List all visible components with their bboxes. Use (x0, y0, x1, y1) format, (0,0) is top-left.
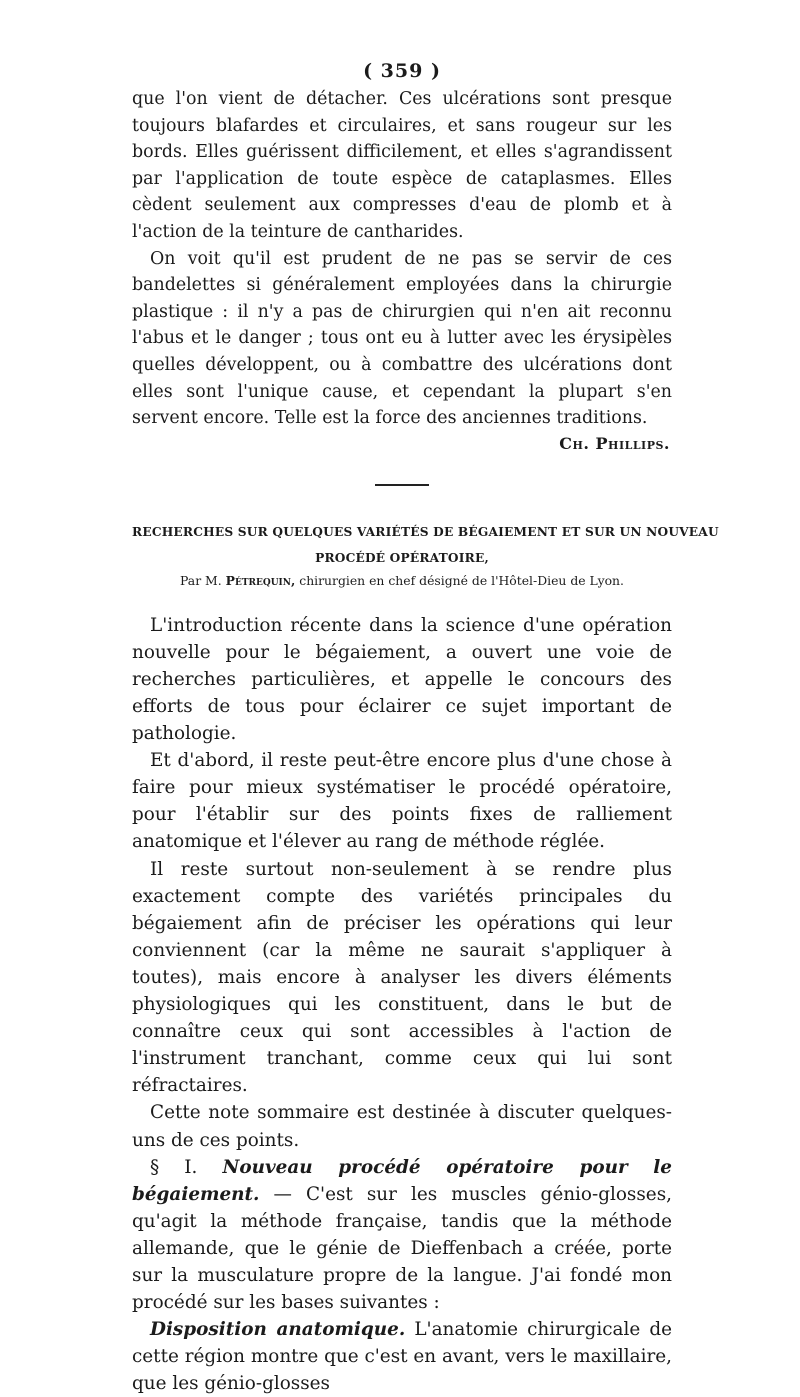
section-divider (375, 484, 429, 486)
page-number: ( 359 ) (363, 60, 441, 82)
subsection-paragraph (132, 1316, 672, 1397)
body-paragraph-4: Cette note sommaire est destinée à discuter quelques-uns de ces points. (132, 1102, 672, 1151)
article-header (132, 519, 719, 588)
section-heading: Nouveau procédé opératoire pour le bégaiement. (132, 1156, 672, 1205)
article-author (132, 573, 672, 588)
article-title-line-1: RECHERCHES SUR QUELQUES VARIÉTÉS DE BÉGAIEMENT ET SUR UN NOUVEAU (132, 524, 719, 539)
subsection-text: L'anatomie chirurgicale de cette région montre que c'est en avant, vers le maxillaire, que les génio-glosses (132, 1319, 672, 1395)
subsection-heading: Disposition anatomique. (150, 1319, 406, 1341)
author-name: Pétrequin, (225, 572, 296, 588)
section-text: — C'est sur les muscles génio-glosses, qu'agit la méthode française, tandis que la méthode allemande, que le génie de Dieffenbach a créée, porte sur la musculature propre de la langue. J'ai fondé mon procédé sur les bases suivantes : (132, 1183, 672, 1314)
book-page (132, 60, 719, 1397)
previous-article (132, 86, 672, 453)
body-paragraph-2: Et d'abord, il reste peut-être encore plus d'une chose à faire pour mieux systématiser le procédé opératoire, pour l'établir sur des points fixes de ralliement anatomique et l'élever au rang de méthode réglée. (132, 750, 672, 853)
section-1-paragraph (132, 1154, 672, 1317)
author-prefix: Par M. (180, 572, 222, 588)
body-paragraph-3: Il reste surtout non-seulement à se rendre plus exactement compte des variétés principales du bégaiement afin de préciser les opérations qui leur conviennent (car la même ne saurait s'appliquer à toutes), mais encore à analyser les divers éléments physiologiques qui les constituent, dans le but de connaître ceux qui sont accessibles à l'action de l'instrument tranchant, comme ceux qui lui sont réfractaires. (132, 858, 672, 1097)
body-paragraph-1: L'introduction récente dans la science d'une opération nouvelle pour le bégaiement, a ouvert une voie de recherches particulières, et appelle le concours des efforts de tous pour éclairer ce sujet important de pathologie. (132, 614, 672, 745)
previous-article-paragraph-2: On voit qu'il est prudent de ne pas se servir de ces bandelettes si généralement employées dans la chirurgie plastique : il n'y a pas de chirurgien qui n'en ait reconnu l'abus et le danger ; tous ont eu à lutter avec les érysipèles quelles développent, ou à combattre des ulcérations dont elles sont l'unique cause, et cependant la plupart s'en servent encore. Telle est la force des anciennes traditions. (132, 248, 672, 429)
article-body (132, 612, 672, 1397)
article-title-line-2: PROCÉDÉ OPÉRATOIRE, (315, 550, 489, 565)
previous-article-paragraph-1: que l'on vient de détacher. Ces ulcérations sont presque toujours blafardes et circulaires, et sans rougeur sur les bords. Elles guérissent difficilement, et elles s'agrandissent par l'application de toute espèce de cataplasmes. Elles cèdent seulement aux compresses d'eau de plomb et à l'action de la teinture de cantharides. (132, 89, 672, 242)
author-signature: Ch. Phillips. (559, 433, 670, 453)
section-marker: § I. (150, 1156, 198, 1178)
author-title: chirurgien en chef désigné de l'Hôtel-Dieu de Lyon. (299, 572, 624, 588)
